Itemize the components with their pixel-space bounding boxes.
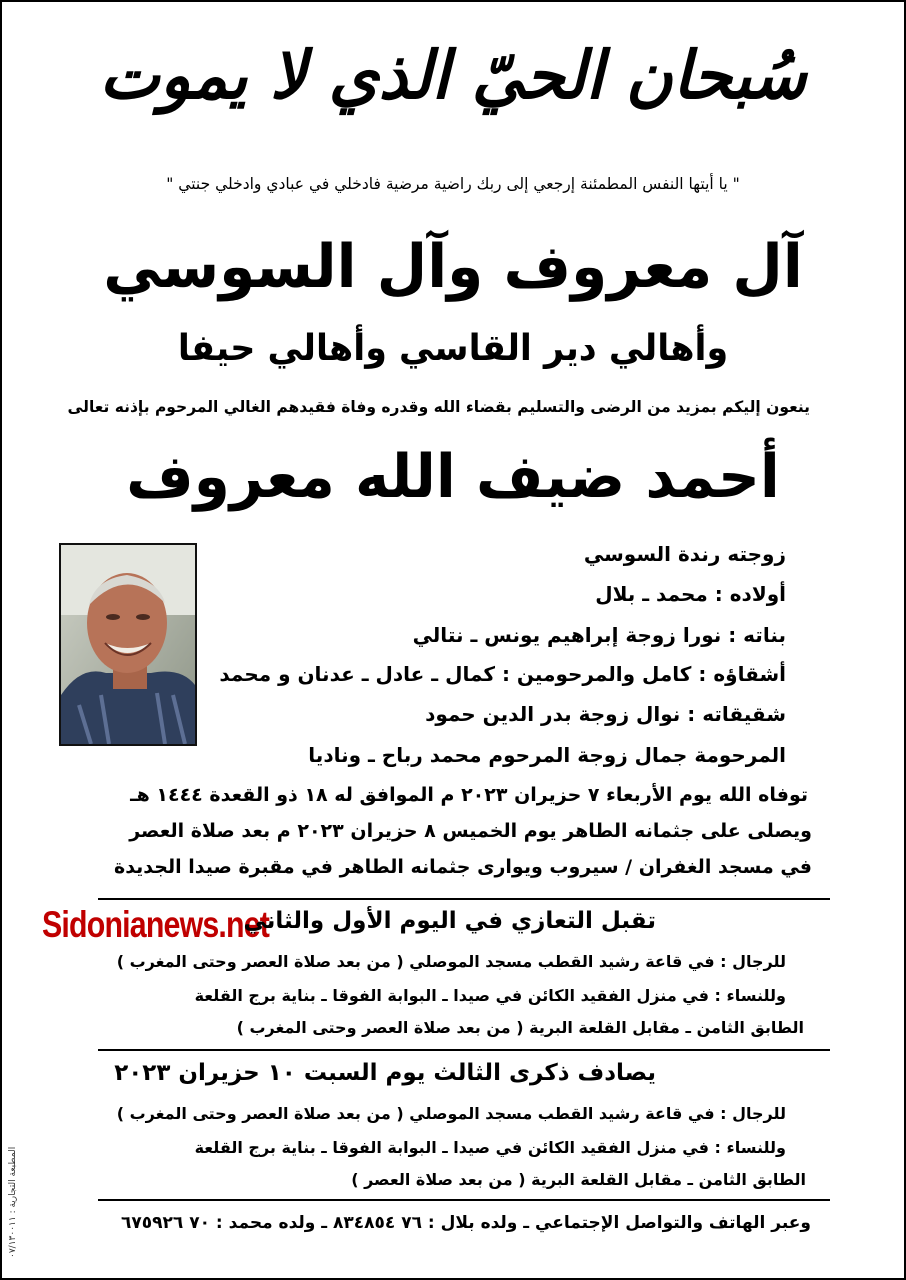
sisters-line: شقيقاته : نوال زوجة بدر الدين حمود xyxy=(425,702,786,726)
condolences-men-line: للرجال : في قاعة رشيد القطب مسجد الموصلي ( من بعد صلاة العصر وحتى المغرب ) xyxy=(116,952,786,971)
prayer-line: ويصلى على جثمانه الطاهر يوم الخميس ٨ حزيران ٢٠٢٣ م بعد صلاة العصر xyxy=(129,820,812,842)
divider xyxy=(98,1199,830,1201)
brothers-line: أشقاؤه : كامل والمرحومين : كمال ـ عادل ـ عدنان و محمد xyxy=(219,662,786,686)
condolences-title: تقبل التعازي في اليوم الأول والثاني xyxy=(243,908,656,934)
third-day-women-line: وللنساء : في منزل الفقيد الكائن في صيدا ـ البوابة الفوقا ـ بناية برج القلعة xyxy=(194,1138,786,1157)
portrait-image xyxy=(61,545,195,744)
printer-note: المطبعة التجارية : ٠٧/١٣٠٠١١ xyxy=(8,1146,18,1258)
deceased-name: أحمد ضيف الله معروف xyxy=(126,442,780,512)
watermark-logo: Sidonianews.net xyxy=(42,904,270,945)
villages-subtitle: وأهالي دير القاسي وأهالي حيفا xyxy=(177,328,729,369)
families-title: آل معروف وآل السوسي xyxy=(103,232,803,302)
sons-line: أولاده : محمد ـ بلال xyxy=(595,582,786,606)
wife-line: زوجته رندة السوسي xyxy=(583,542,786,566)
death-date-line: توفاه الله يوم الأربعاء ٧ حزيران ٢٠٢٣ م الموافق له ١٨ ذو القعدة ١٤٤٤ هـ xyxy=(130,784,808,806)
calligraphy-header: سُبحان الحيّ الذي لا يموت xyxy=(99,36,807,114)
daughters-line: بناته : نورا زوجة إبراهيم يونس ـ نتالي xyxy=(412,623,786,647)
third-day-men-line: للرجال : في قاعة رشيد القطب مسجد الموصلي ( من بعد صلاة العصر وحتى المغرب ) xyxy=(116,1104,786,1123)
condolences-women-line: وللنساء : في منزل الفقيد الكائن في صيدا ـ البوابة الفوقا ـ بناية برج القلعة xyxy=(194,986,786,1005)
divider xyxy=(98,1049,830,1051)
quran-verse: " يا أيتها النفس المطمئنة إرجعي إلى ربك راضية مرضية فادخلي في عبادي وادخلي جنتي " xyxy=(166,174,740,193)
late-sister-line: المرحومة جمال زوجة المرحوم محمد رباح ـ وناديا xyxy=(308,743,786,767)
third-day-women-address-line: الطابق الثامن ـ مقابل القلعة البرية ( من بعد صلاة العصر ) xyxy=(351,1170,806,1189)
divider xyxy=(98,898,830,900)
burial-line: في مسجد الغفران / سيروب ويوارى جثمانه الطاهر في مقبرة صيدا الجديدة xyxy=(113,856,812,878)
deceased-photo xyxy=(59,543,197,746)
condolences-women-address-line: الطابق الثامن ـ مقابل القلعة البرية ( من بعد صلاة العصر وحتى المغرب ) xyxy=(236,1018,804,1037)
contact-footer: وعبر الهاتف والتواصل الإجتماعي ـ ولده بلال : ٧٦ ٨٣٤٨٥٤ ـ ولده محمد : ٧٠ ٦٧٥٩٢٦ xyxy=(121,1213,811,1233)
third-day-title: يصادف ذكرى الثالث يوم السبت ١٠ حزيران ٢٠٢٣ xyxy=(114,1060,656,1086)
announcement-line: ينعون إليكم بمزيد من الرضى والتسليم بقضاء الله وقدره وفاة فقيدهم الغالي المرحوم بإذنه تعالى xyxy=(67,398,810,416)
